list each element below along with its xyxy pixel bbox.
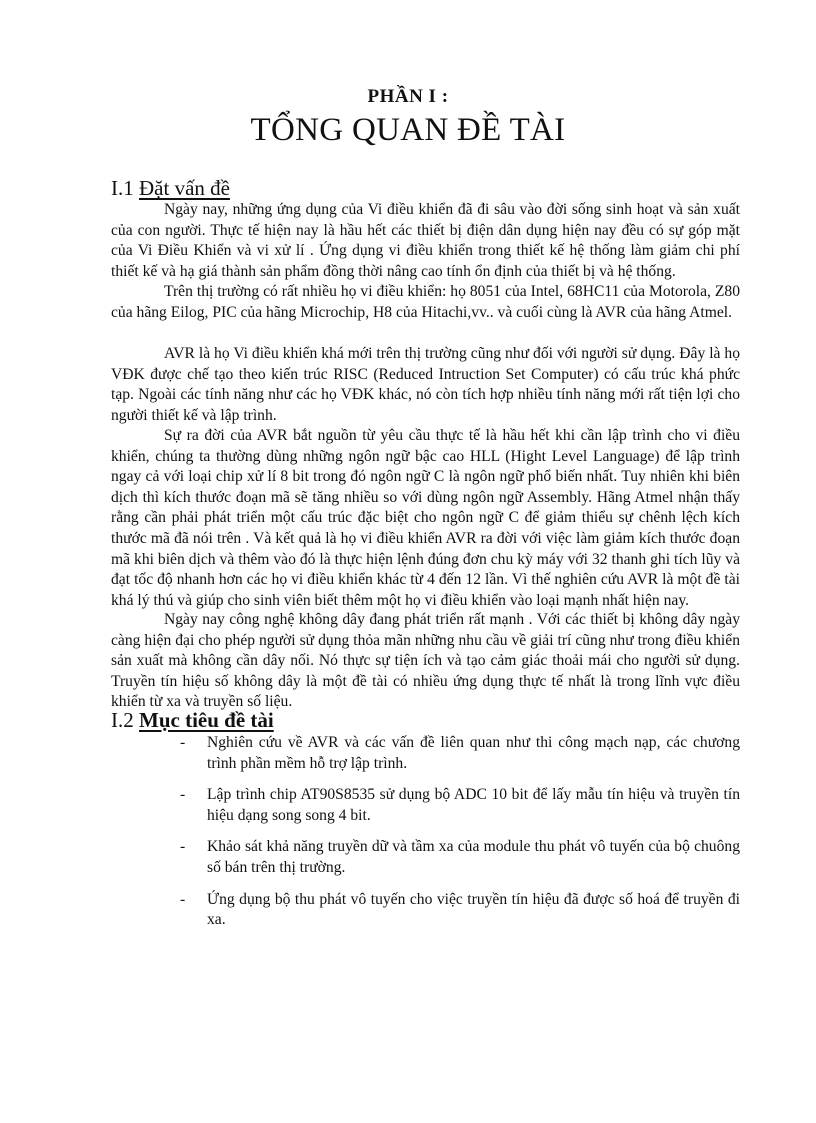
section-2-heading [111,708,274,732]
paragraph-5 [111,610,740,713]
paragraph-3 [111,344,740,426]
objective-item [180,733,740,774]
paragraph-1 [111,200,740,282]
objective-text: Ứng dụng bộ thu phát vô tuyến cho việc truyền tín hiệu đã được số hoá để truyền đi xa. [207,890,740,929]
section-1-heading [111,176,230,200]
paragraph-5-text: Ngày nay công nghệ không dây đang phát triển rất mạnh . Với các thiết bị không dây ngày càng hiện đại cho phép người sử dụng thỏa mãn những nhu cầu về giải trí cũng như trong điều khiển sản xuất mà không cần dây nối. Nó thực sự tiện ích và tạo cảm giác thoải mái cho người sử dụng. Truyền tín hiệu số không dây là một đề tài có nhiều ứng dụng thực tế nhất là trong lĩnh vực điều khiển từ xa và truyền số liệu. [111,611,740,711]
section-1-number: I.1 [111,176,134,200]
part-title: TỔNG QUAN ĐỀ TÀI [250,112,566,148]
section-2-number: I.2 [111,708,134,732]
part-label: PHẦN I : [367,86,449,107]
dash-bullet-icon: - [180,838,186,856]
objective-text: Khảo sát khả năng truyền dữ và tầm xa của module thu phát vô tuyến của bộ chuông số bán trên thị trường. [207,838,740,876]
paragraph-2 [111,282,740,323]
objective-item [180,785,740,826]
section-1-title: Đặt vấn đề [139,176,230,200]
objective-text: Nghiên cứu về AVR và các vấn đề liên quan như thi công mạch nạp, các chương trình phần mềm hỗ trợ lập trình. [207,734,740,772]
objectives-list [180,733,740,942]
paragraph-2-text: Trên thị trường có rất nhiều họ vi điều khiển: họ 8051 của Intel, 68HC11 của Motorola, Z80 của hãng Eilog, PIC của hãng Microchip, H8 của Hitachi,vv.. và cuối cùng là AVR của hãng Atmel. [111,283,740,321]
objective-text: Lập trình chip AT90S8535 sử dụng bộ ADC 10 bit để lấy mẫu tín hiệu và truyền tín hiệu dạng song song 4 bit. [207,786,740,824]
dash-bullet-icon: - [180,890,186,908]
dash-bullet-icon: - [180,734,186,751]
objective-item [180,890,740,931]
paragraph-4-text: Sự ra đời của AVR bắt nguồn từ yêu cầu thực tế là hầu hết khi cần lập trình cho vi điều khiển, chúng ta thường dùng những ngôn ngữ bậc cao HLL (Hight Level Language) để lập trình ngay cả với loại chip xử lí 8 bit trong đó ngôn ngữ C là ngôn ngữ phổ biến nhất. Tuy nhiên khi biên dịch thì kích thước đoạn mã sẽ tăng nhiều so với dùng ngôn ngữ Assembly. Hãng Atmel nhận thấy rằng cần phải phát triển một cấu trúc đặc biệt cho ngôn ngữ C để giảm thiểu sự chênh lệch kích thước mã đã nói trên . Và kết quả là họ vi điều khiển AVR ra đời với việc làm giảm kích thước đoạn mã khi biên dịch và thêm vào đó là thực hiện lệnh đúng đơn chu kỳ máy với 32 thanh ghi tích lũy và đạt tốc độ nhanh hơn các họ vi điều khiển khác từ 4 đến 12 lần. Vì thế nghiên cứu AVR là một đề tài khá lý thú và giúp cho sinh viên biết thêm một họ vi điều khiển vào loại mạnh nhất hiện nay. [111,427,740,609]
paragraph-1-text: Ngày nay, những ứng dụng của Vi điều khiển đã đi sâu vào đời sống sinh hoạt và sản xuất của con người. Thực tế hiện nay là hầu hết các thiết bị điện dân dụng hiện nay đều có sự góp mặt của Vi Điều Khiển và vi xử lí . Ứng dụng vi điều khiển trong thiết kế hệ thống làm giảm chi phí thiết kế và hạ giá thành sản phẩm đồng thời nâng cao tính ổn định của thiết bị và hệ thống. [111,201,740,280]
objective-item [180,837,740,878]
paragraph-3-text: AVR là họ Vi điều khiển khá mới trên thị trường cũng như đối với người sử dụng. Đây là họ VĐK được chế tạo theo kiến trúc RISC (Reduced Intruction Set Computer) có cấu trúc khá phức tạp. Ngoài các tính năng như các họ VĐK khác, nó còn tích hợp nhiều tính năng mới rất tiện lợi cho người thiết kế và lập trình. [111,345,740,424]
dash-bullet-icon: - [180,786,186,804]
section-2-title: Mục tiêu đề tài [139,708,274,732]
paragraph-4 [111,426,740,611]
